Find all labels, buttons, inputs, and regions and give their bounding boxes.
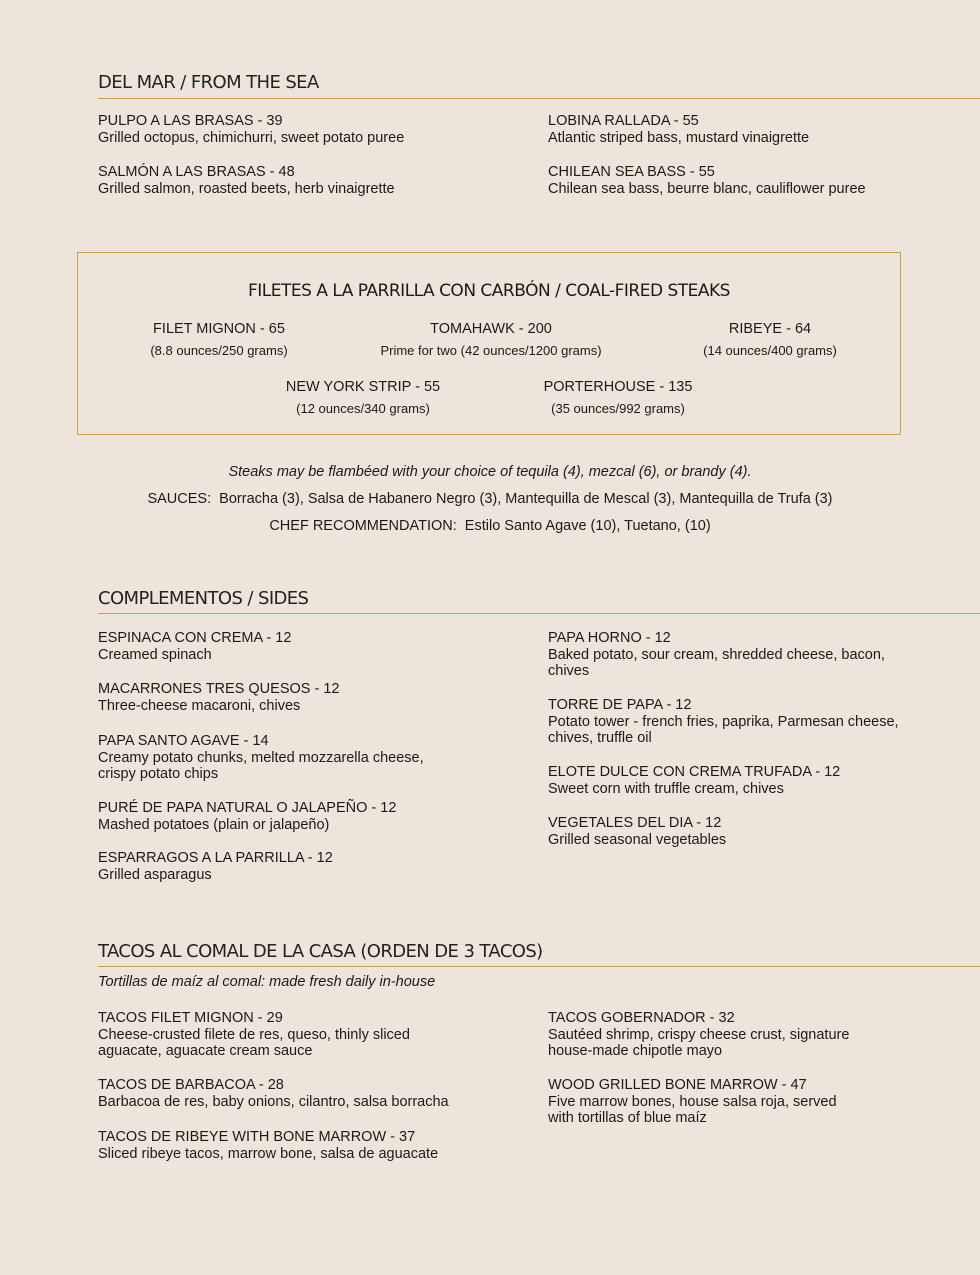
steak-name: TOMAHAWK - 200 [430,321,552,337]
menu-item [548,1077,858,1127]
item-description: Grilled seasonal vegetables [548,831,727,848]
item-name: PAPA SANTO AGAVE - 14 [98,733,269,749]
menu-item [548,815,908,848]
steak-item [150,321,287,359]
divider [98,98,980,99]
steak-item [703,321,837,359]
item-description: Five marrow bones, house salsa roja, served with tortillas of blue maíz [548,1093,837,1126]
menu-item [98,1010,458,1060]
item-description: Chilean sea bass, beurre blanc, cauliflower puree [548,180,866,197]
menu-item [548,1010,868,1060]
steak-detail: (35 ounces/992 grams) [551,401,685,416]
item-name: WOOD GRILLED BONE MARROW - 47 [548,1077,807,1093]
menu-item [98,850,458,883]
item-description: Barbacoa de res, baby onions, cilantro, salsa borracha [98,1093,449,1110]
item-name: TACOS GOBERNADOR - 32 [548,1010,735,1026]
item-description: Potato tower - french fries, paprika, Parmesan cheese, chives, truffle oil [548,713,899,746]
item-description: Grilled asparagus [98,866,212,883]
item-name: TACOS FILET MIGNON - 29 [98,1010,283,1026]
item-description: Sweet corn with truffle cream, chives [548,780,784,797]
item-name: ESPINACA CON CREMA - 12 [98,630,292,646]
item-description: Baked potato, sour cream, shredded cheese, bacon, chives [548,646,885,679]
steak-item [544,379,693,417]
item-description: Grilled octopus, chimichurri, sweet potato puree [98,129,405,146]
section-title-tacos: TACOS AL COMAL DE LA CASA (ORDEN DE 3 TACOS) [98,941,543,962]
item-name: VEGETALES DEL DIA - 12 [548,815,722,831]
menu-item [98,630,458,663]
divider [98,613,980,614]
item-description: Grilled salmon, roasted beets, herb vinaigrette [98,180,395,197]
menu-item [98,113,458,146]
item-name: ELOTE DULCE CON CREMA TRUFADA - 12 [548,764,841,780]
item-name: LOBINA RALLADA - 55 [548,113,699,129]
item-name: ESPARRAGOS A LA PARRILLA - 12 [98,850,333,866]
menu-item [98,800,458,833]
flambe-note: Steaks may be flambéed with your choice of tequila (4), mezcal (6), or brandy (4). [228,464,752,480]
steak-detail: (12 ounces/340 grams) [296,401,430,416]
steak-name: RIBEYE - 64 [728,321,812,337]
menu-item [98,733,458,783]
item-name: TACOS DE RIBEYE WITH BONE MARROW - 37 [98,1129,416,1145]
menu-item [548,164,908,197]
steak-name: PORTERHOUSE - 135 [543,379,693,395]
steak-item [286,379,440,417]
menu-item [98,681,458,714]
item-name: PURÉ DE PAPA NATURAL O JALAPEÑO - 12 [98,800,397,816]
steak-detail: (14 ounces/400 grams) [703,343,837,358]
item-name: SALMÓN A LAS BRASAS - 48 [98,164,295,180]
section-title-sea: DEL MAR / FROM THE SEA [98,72,319,93]
section-title-steaks: FILETES A LA PARRILLA CON CARBÓN / COAL-FIRED STEAKS [248,281,730,301]
item-name: MACARRONES TRES QUESOS - 12 [98,681,340,697]
menu-item [548,764,908,797]
item-description: Mashed potatoes (plain or jalapeño) [98,816,330,833]
item-description: Atlantic striped bass, mustard vinaigrette [548,129,810,146]
steak-name: FILET MIGNON - 65 [153,321,285,337]
divider [98,966,980,967]
item-name: TACOS DE BARBACOA - 28 [98,1077,284,1093]
item-name: PULPO A LAS BRASAS - 39 [98,113,283,129]
steak-detail: (8.8 ounces/250 grams) [150,343,288,358]
sauces-line: SAUCES: Borracha (3), Salsa de Habanero Negro (3), Mantequilla de Mescal (3), Mantequilla de Trufa (3) [147,491,833,507]
item-name: CHILEAN SEA BASS - 55 [548,164,715,180]
menu-item [548,113,908,146]
menu-item [98,1129,478,1162]
item-description: Creamed spinach [98,646,212,663]
steak-name: NEW YORK STRIP - 55 [285,379,441,395]
section-subtitle: Tortillas de maíz al comal: made fresh daily in-house [98,974,436,990]
item-description: Cheese-crusted filete de res, queso, thinly sliced aguacate, aguacate cream sauce [98,1026,410,1059]
item-description: Sautéed shrimp, crispy cheese crust, signature house-made chipotle mayo [548,1026,850,1059]
steak-detail: Prime for two (42 ounces/1200 grams) [380,343,602,358]
menu-item [548,697,908,747]
steaks-box [77,252,901,435]
chef-recommendation: CHEF RECOMMENDATION: Estilo Santo Agave (10), Tuetano, (10) [269,518,711,534]
item-name: TORRE DE PAPA - 12 [548,697,692,713]
menu-item [98,164,458,197]
item-name: PAPA HORNO - 12 [548,630,671,646]
item-description: Creamy potato chunks, melted mozzarella cheese, crispy potato chips [98,749,424,782]
section-title-sides: COMPLEMENTOS / SIDES [98,588,309,609]
steak-item [380,321,601,359]
menu-item [98,1077,478,1110]
item-description: Three-cheese macaroni, chives [98,697,301,714]
item-description: Sliced ribeye tacos, marrow bone, salsa de aguacate [98,1145,439,1162]
menu-item [548,630,908,680]
